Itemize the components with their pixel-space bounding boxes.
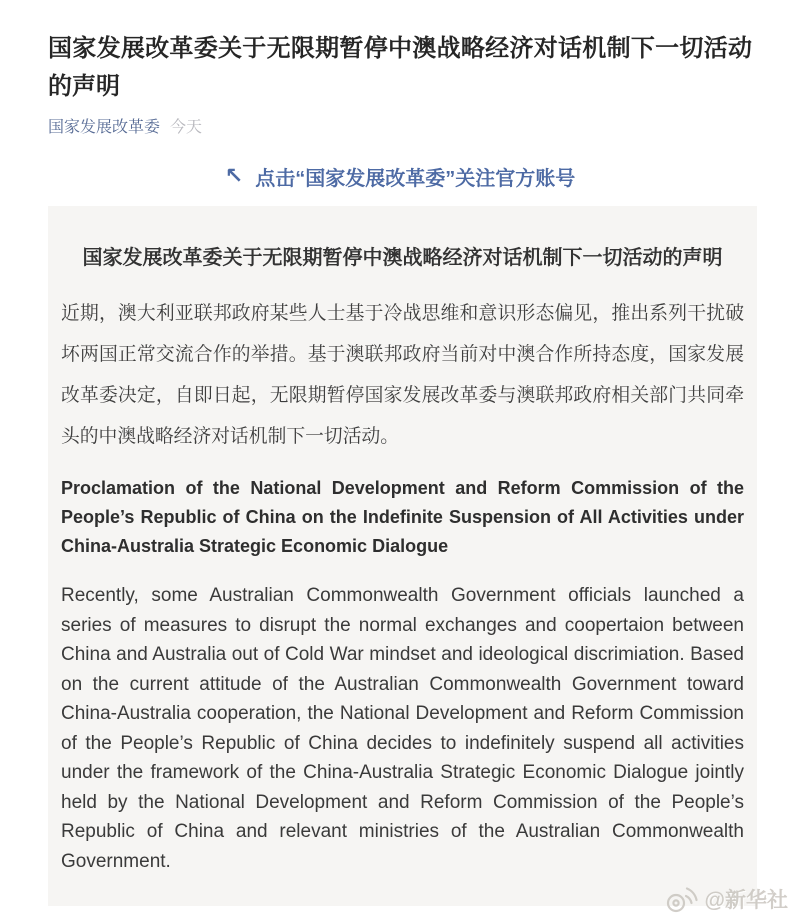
- statement-card: [48, 206, 757, 906]
- account-name-link[interactable]: 国家发展改革委: [48, 118, 161, 136]
- statement-body-en: Recently, some Australian Commonwealth Government officials launched a series of measures to disrupt the normal exchanges and coopertaion between China and Australia out of Cold War mindset and ideological discrimiation. Based on the current attitude of the Australian Commonwealth Government toward China-Australia cooperation, the National Development and Reform Commission of the People’s Republic of China decides to indefinitely suspend all activities under the framework of the China-Australia Strategic Economic Dialogue jointly held by the National Development and Reform Commission of the People’s Republic of China and relevant ministries of the Australian Commonwealth Government.: [61, 585, 744, 872]
- statement-body-cn: 近期，澳大利亚联邦政府某些人士基于冷战思维和意识形态偏见，推出系列干扰破坏两国正常交流合作的举措。基于澳联邦政府当前对中澳合作所持态度，国家发展改革委决定，自即日起，无限期暂停国家发展改革委与澳联邦政府相关部门共同牵头的中澳战略经济对话机制下一切活动。: [61, 302, 744, 446]
- article-meta: [48, 114, 752, 136]
- article-header: [48, 30, 752, 136]
- publish-time: 今天: [170, 118, 203, 136]
- follow-cta[interactable]: [0, 162, 800, 190]
- arrow-up-left-icon: ↖: [224, 163, 244, 188]
- statement-title-cn: 国家发展改革委关于无限期暂停中澳战略经济对话机制下一切活动的声明: [82, 247, 723, 269]
- follow-cta-label: 点击“国家发展改革委”关注官方账号: [255, 167, 576, 190]
- statement-title-en: Proclamation of the National Development and Reform Commission of the People’s Republic of China on the Indefinite Suspension of All Activities under China-Australia Strategic Economic Dialogue: [61, 478, 744, 556]
- article-title: 国家发展改革委关于无限期暂停中澳战略经济对话机制下一切活动的声明: [48, 35, 752, 100]
- watermark-handle: @新华社: [704, 889, 788, 912]
